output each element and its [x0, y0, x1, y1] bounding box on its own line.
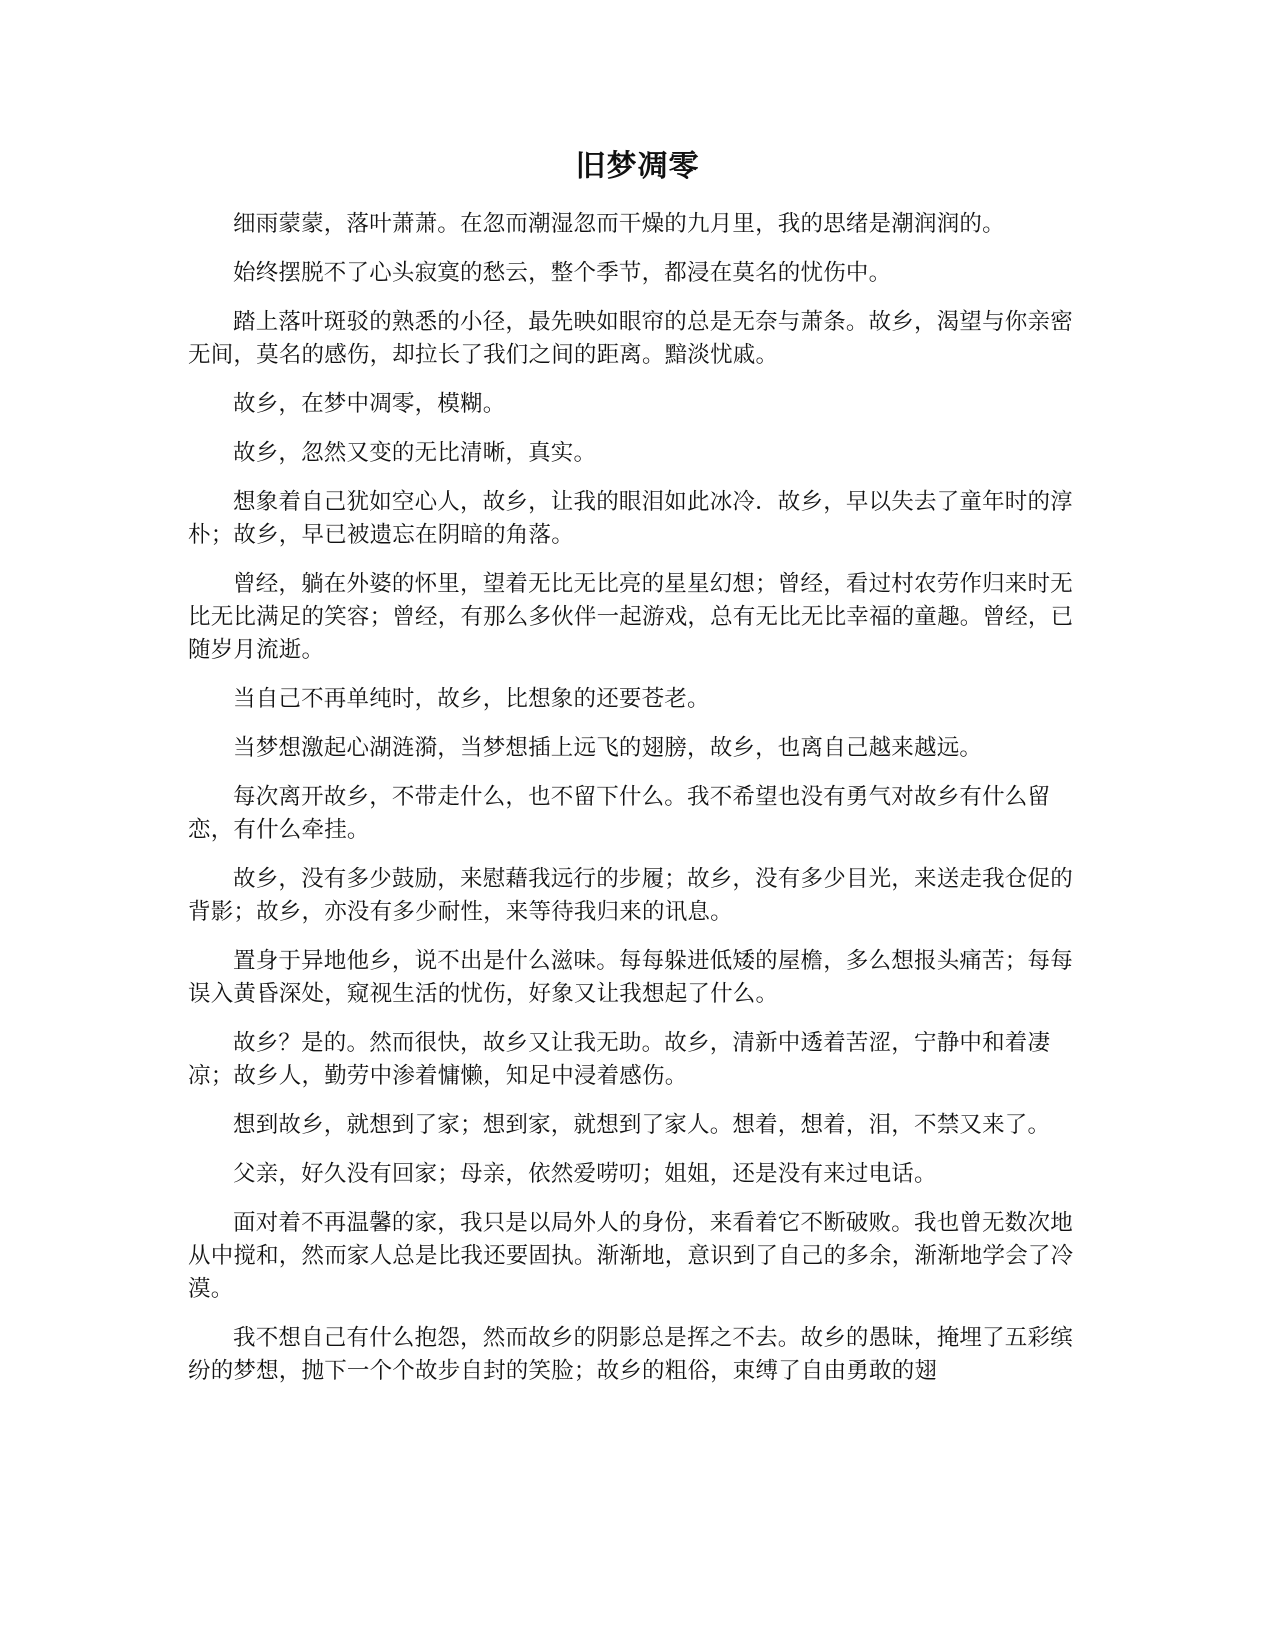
paragraph: 当梦想激起心湖涟漪，当梦想插上远飞的翅膀，故乡，也离自己越来越远。 — [233, 735, 983, 761]
paragraph: 当自己不再单纯时，故乡，比想象的还要苍老。 — [233, 686, 710, 712]
paragraph: 故乡？是的。然而很快，故乡又让我无助。故乡，清新中透着苦涩，宁静中和着凄凉；故乡人，勤劳中渗着慵懒，知足中浸着感伤。 — [188, 1030, 1051, 1089]
paragraph: 始终摆脱不了心头寂寞的愁云，整个季节，都浸在莫名的忧伤中。 — [233, 260, 892, 286]
paragraph: 面对着不再温馨的家，我只是以局外人的身份，来看着它不断破败。我也曾无数次地从中搅和，然而家人总是比我还要固执。渐渐地，意识到了自己的多余，渐渐地学会了冷漠。 — [188, 1210, 1074, 1302]
paragraph: 故乡，忽然又变的无比清晰，真实。 — [233, 440, 597, 466]
document-title: 旧梦凋零 — [575, 149, 700, 184]
paragraph: 每次离开故乡，不带走什么，也不留下什么。我不希望也没有勇气对故乡有什么留恋，有什么牵挂。 — [188, 784, 1051, 843]
paragraph: 想到故乡，就想到了家；想到家，就想到了家人。想着，想着，泪，不禁又来了。 — [233, 1112, 1051, 1138]
document-body — [188, 208, 1088, 1404]
paragraph: 父亲，好久没有回家；母亲，依然爱唠叨；姐姐，还是没有来过电话。 — [233, 1161, 937, 1187]
paragraph: 细雨蒙蒙，落叶萧萧。在忽而潮湿忽而干燥的九月里，我的思绪是潮润润的。 — [233, 211, 1005, 237]
paragraph: 踏上落叶斑驳的熟悉的小径，最先映如眼帘的总是无奈与萧条。故乡，渴望与你亲密无间，莫名的感伤，却拉长了我们之间的距离。黯淡忧戚。 — [188, 309, 1073, 368]
paragraph: 置身于异地他乡，说不出是什么滋味。每每躲进低矮的屋檐，多么想报头痛苦；每每误入黄昏深处，窥视生活的忧伤，好象又让我想起了什么。 — [188, 948, 1073, 1007]
paragraph: 想象着自己犹如空心人，故乡，让我的眼泪如此冰冷．故乡，早以失去了童年时的淳朴；故乡，早已被遗忘在阴暗的角落。 — [188, 489, 1073, 548]
paragraph: 我不想自己有什么抱怨，然而故乡的阴影总是挥之不去。故乡的愚昧，掩埋了五彩缤纷的梦想，抛下一个个故步自封的笑脸；故乡的粗俗，束缚了自由勇敢的翅 — [188, 1325, 1073, 1384]
paragraph: 故乡，没有多少鼓励，来慰藉我远行的步履；故乡，没有多少目光，来送走我仓促的背影；故乡，亦没有多少耐性，来等待我归来的讯息。 — [188, 866, 1073, 925]
paragraph: 曾经，躺在外婆的怀里，望着无比无比亮的星星幻想；曾经，看过村农劳作归来时无比无比满足的笑容；曾经，有那么多伙伴一起游戏，总有无比无比幸福的童趣。曾经，已随岁月流逝。 — [188, 571, 1074, 663]
paragraph: 故乡，在梦中凋零，模糊。 — [233, 391, 506, 417]
